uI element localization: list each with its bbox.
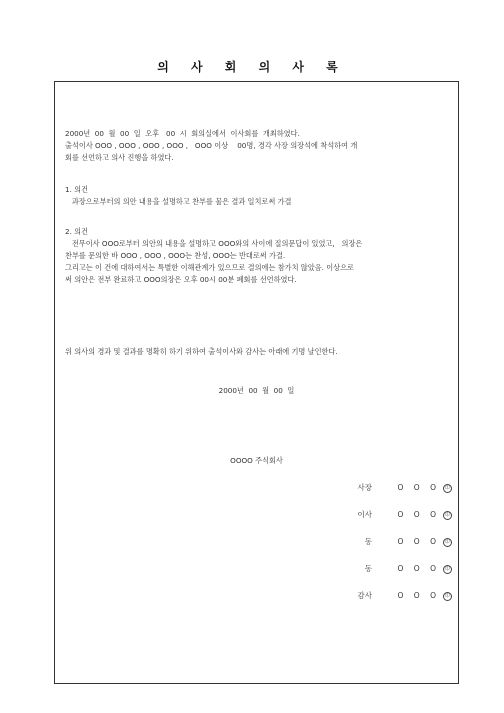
agenda-line: 그리고는 이 건에 대하여서는 특별한 이해관계가 있으므로 결의에는 참가치 않았음. 이상으로 bbox=[65, 263, 354, 272]
agenda-line: 찬부를 문의한 바 OOO , OOO , OOO는 찬성, OOO는 반대로써 가결. bbox=[65, 251, 286, 260]
seal-icon: 印 bbox=[443, 565, 452, 574]
signature-name: O O O bbox=[397, 591, 440, 600]
agenda-heading: 2. 의건 bbox=[65, 227, 89, 236]
signature-row bbox=[258, 536, 458, 548]
signature-row bbox=[258, 509, 458, 521]
signature-row bbox=[258, 563, 458, 575]
agenda-line: 전무이사 OOO로부터 의안의 내용을 설명하고 OOO와의 사이에 질의문답이 있었고, 의장은 bbox=[65, 239, 363, 248]
signature-role: 동 bbox=[364, 537, 372, 546]
document-title: 의 사 회 의 사 록 bbox=[157, 60, 347, 74]
signature-row bbox=[258, 590, 458, 602]
signature-row bbox=[258, 482, 458, 494]
signature-role: 감사 bbox=[357, 591, 372, 600]
agenda-heading: 1. 의건 bbox=[65, 185, 89, 194]
seal-icon: 印 bbox=[443, 511, 452, 520]
document-frame bbox=[54, 81, 459, 684]
signature-name: O O O bbox=[397, 537, 440, 546]
document-date: 2000년 00 월 00 일 bbox=[218, 386, 295, 395]
opening-line: 2000년 00 월 00 일 오후 00 시 회의실에서 이사회를 개최하였다. bbox=[65, 129, 300, 138]
agenda-line: 과장으로부터의 의안 내용을 설명하고 찬부를 물은 결과 일치로써 가결 bbox=[65, 197, 292, 206]
closing-statement: 위 의사의 경과 및 결과를 명확히 하기 위하여 출석이사와 감사는 아래에 기명 날인한다. bbox=[65, 347, 338, 356]
signature-name: O O O bbox=[397, 483, 440, 492]
opening-line: 출석이사 OOO , OOO , OOO , OOO , OOO 이상 00명, 경각 사장 의장석에 착석하여 개 bbox=[65, 141, 358, 150]
signature-name: O O O bbox=[397, 564, 440, 573]
company-name: OOOO 주식회사 bbox=[230, 456, 283, 465]
seal-icon: 印 bbox=[443, 592, 452, 601]
seal-icon: 印 bbox=[443, 484, 452, 493]
opening-line: 회를 선언하고 의사 진행을 하였다. bbox=[65, 153, 174, 162]
seal-icon: 印 bbox=[443, 538, 452, 547]
agenda-line: 써 의안은 전부 완료하고 OOO의장은 오후 00시 00분 폐회를 선언하였다. bbox=[65, 275, 297, 284]
signature-name: O O O bbox=[397, 510, 440, 519]
signature-role: 동 bbox=[364, 564, 372, 573]
signature-role: 이사 bbox=[357, 510, 372, 519]
signature-role: 사장 bbox=[357, 483, 372, 492]
